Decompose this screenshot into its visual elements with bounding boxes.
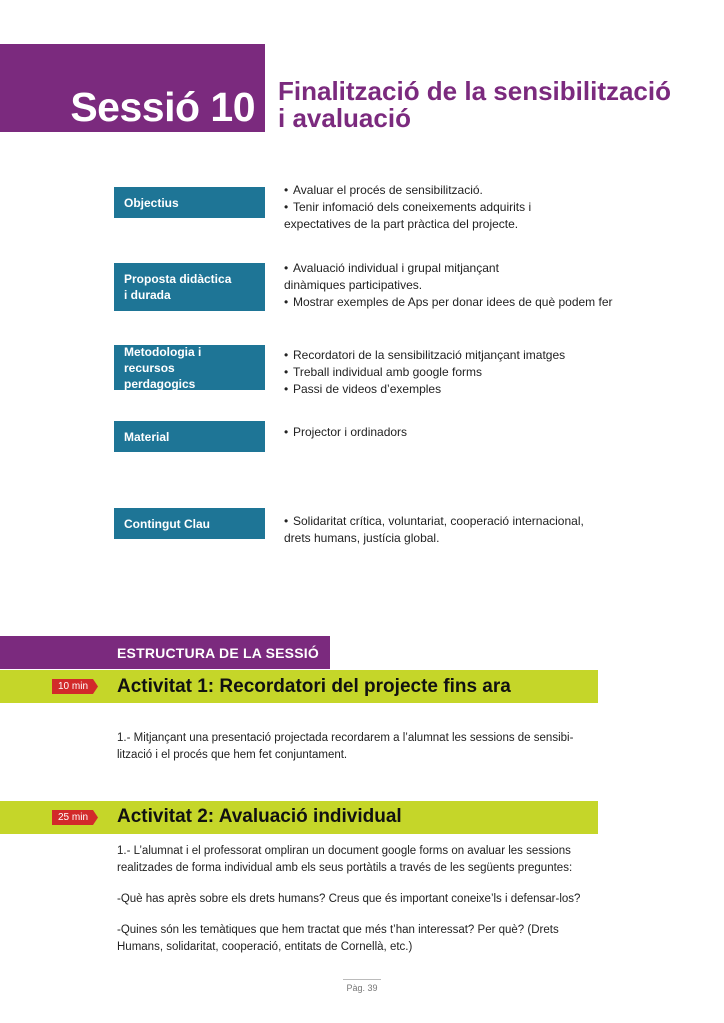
structure-heading: ESTRUCTURA DE LA SESSIÓ <box>117 645 319 661</box>
list-item: drets humans, justícia global. <box>284 531 440 545</box>
activity-paragraph: 1.- L’alumnat i el professorat ompliran un document google forms on avaluar les sessions realitzades de forma individual amb els seus portàtils a través de les següents preguntes: <box>117 845 573 874</box>
page-title-line: i avaluació <box>278 103 411 133</box>
section-label-text: Proposta didàctica <box>124 272 232 286</box>
time-tag <box>52 810 98 825</box>
session-number: Sessió 10 <box>70 84 255 130</box>
activity-title: Activitat 1: Recordatori del projecte fins ara <box>117 676 511 697</box>
section-items-proposta <box>284 260 613 311</box>
session-header-band <box>0 44 265 132</box>
list-item: • Projector i ordinadors <box>284 425 408 439</box>
section-label-contingut <box>114 508 265 539</box>
activity-title: Activitat 2: Avaluació individual <box>117 806 402 827</box>
section-label-proposta <box>114 263 265 311</box>
list-item: • Tenir infomació dels coneixements adquirits i <box>284 200 532 214</box>
list-item: • Solidaritat crítica, voluntariat, cooperació internacional, <box>284 514 584 528</box>
section-items-contingut <box>284 513 584 547</box>
section-items-objectius <box>284 182 531 233</box>
section-label-material <box>114 421 265 452</box>
list-item: • Mostrar exemples de Aps per donar idees de què podem fer <box>284 295 613 309</box>
page-title-line: Finalització de la sensibilització <box>278 76 671 106</box>
list-item: dinàmiques participatives. <box>284 278 423 292</box>
activity-paragraph: -Què has après sobre els drets humans? Creus que és important coneixe’ls i defensar-los? <box>117 893 581 905</box>
time-tag-label: 25 min <box>57 812 88 823</box>
page-title <box>278 78 708 132</box>
list-item: expectatives de la part pràctica del projecte. <box>284 217 519 231</box>
section-label-objectius <box>114 187 265 218</box>
list-item: • Recordatori de la sensibilització mitjançant imatges <box>284 348 566 362</box>
section-items-metodologia <box>284 347 565 398</box>
list-item: • Avaluar el procés de sensibilització. <box>284 183 483 197</box>
activity-paragraph: 1.- Mitjançant una presentació projectada recordarem a l’alumnat les sessions de sensibi- lització i el procés que hem fet conjuntament. <box>117 732 574 761</box>
section-label-text: Objectius <box>124 195 179 210</box>
section-label-text: Contingut Clau <box>124 516 210 531</box>
activity-paragraph: -Quines són les temàtiques que hem tractat que més t’han interessat? Per què? (Drets Humans, solidaritat, cooperació, entitats de Cornellà, etc.) <box>117 924 559 953</box>
section-label-text: Material <box>124 429 170 444</box>
section-label-text: perdagogics <box>124 376 196 391</box>
section-label-text: i durada <box>124 288 171 302</box>
section-items-material <box>284 424 407 441</box>
section-label-text: Metodologia i recursos <box>124 344 202 375</box>
list-item: • Avaluació individual i grupal mitjançant <box>284 261 499 275</box>
list-item: • Treball individual amb google forms <box>284 365 482 379</box>
footer-divider <box>343 979 381 980</box>
page-number: Pàg. 39 <box>346 983 378 993</box>
time-tag-label: 10 min <box>57 681 88 692</box>
time-tag <box>52 679 98 694</box>
section-label-metodologia <box>114 345 265 390</box>
list-item: • Passi de videos d’exemples <box>284 382 442 396</box>
